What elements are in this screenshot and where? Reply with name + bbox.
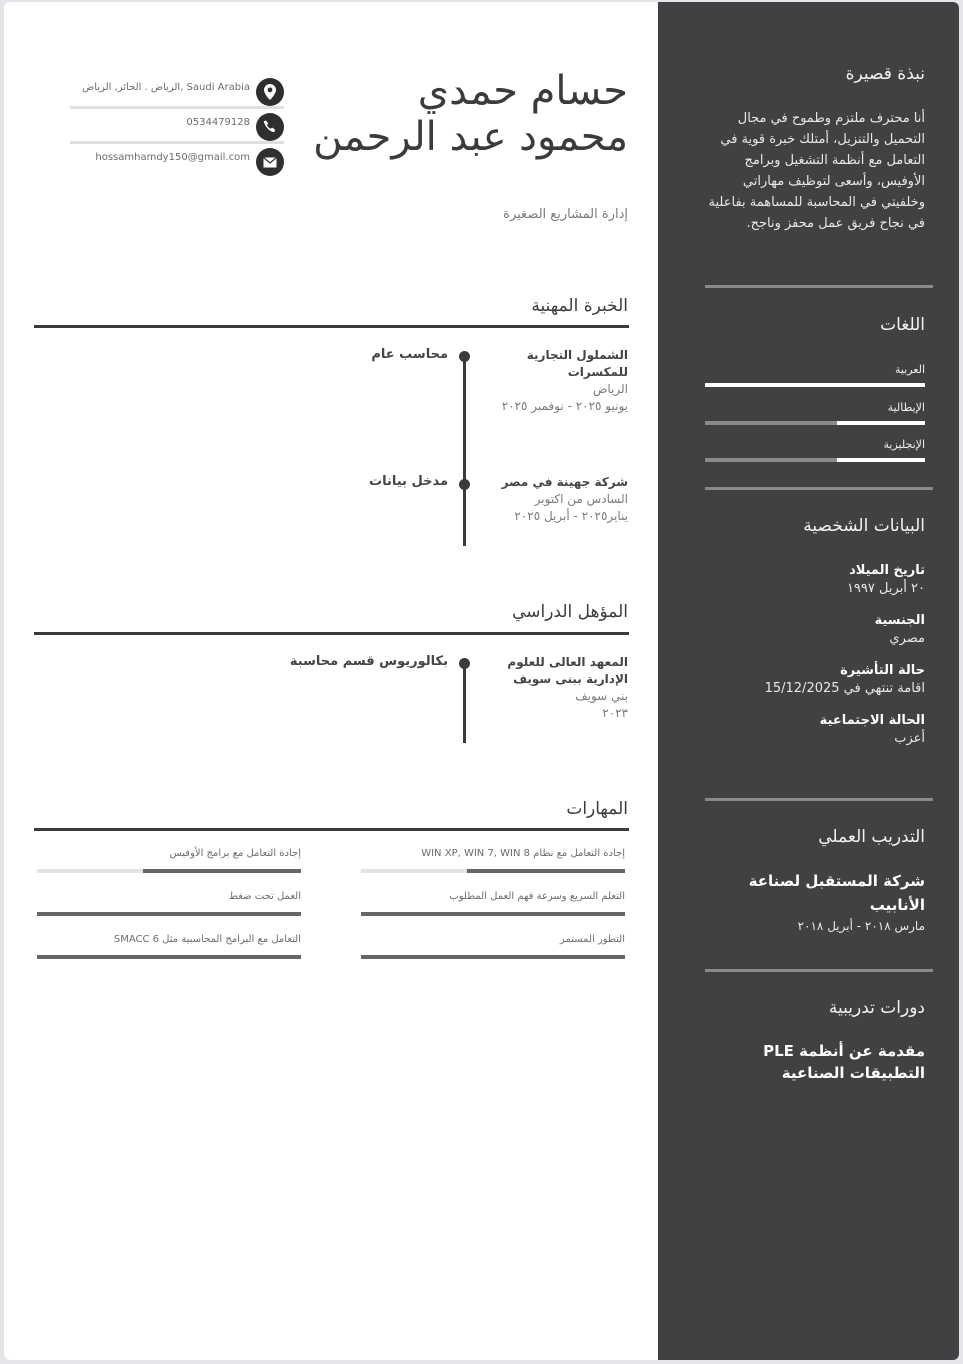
marital-value: أعزب	[894, 731, 925, 746]
experience-dates: يونيو ٢٠٢٥ - نوفمبر ٢٠٢٥	[501, 399, 628, 413]
location-icon	[256, 78, 284, 106]
nationality-label: الجنسية	[874, 613, 925, 628]
skill-bar	[37, 912, 301, 916]
training-title: التدريب العملي	[818, 827, 925, 847]
skill-fill	[37, 912, 301, 916]
visa-label: حالة التأشيرة	[840, 663, 925, 678]
experience-role: محاسب عام	[371, 347, 448, 362]
nationality-value: مصري	[889, 631, 925, 646]
contact-divider	[70, 106, 284, 109]
marital-label: الحالة الاجتماعية	[819, 713, 925, 728]
contact-divider	[70, 141, 284, 144]
personal-item	[697, 563, 925, 596]
main-column	[4, 2, 658, 1360]
skill-label: العمل تحت ضغط	[228, 891, 301, 902]
training-org: شركة المستقبل لصناعة الأنابيب	[748, 872, 925, 914]
contact-phone	[70, 113, 284, 143]
skill-item	[37, 848, 301, 859]
skill-label: التطور المستمر	[559, 934, 625, 945]
experience-item	[478, 474, 628, 525]
experience-location: السادس من اكتوبر	[534, 492, 628, 506]
skill-bar	[361, 869, 625, 873]
sidebar	[658, 2, 959, 1360]
section-rule	[34, 828, 629, 831]
skill-item	[37, 891, 301, 902]
skill-fill	[37, 955, 301, 959]
language-item	[705, 401, 925, 414]
sidebar-divider	[705, 798, 933, 801]
contact-address	[70, 78, 284, 108]
address-text: الرياض . الحائر, الرياض, Saudi Arabia	[82, 82, 250, 93]
timeline-dot	[459, 351, 470, 362]
training-dates: مارس ٢٠١٨ - أبريل ٢٠١٨	[797, 919, 925, 933]
personal-item	[697, 663, 925, 696]
skill-label: إجادة التعامل مع برامج الأوفيس	[169, 848, 301, 859]
education-item	[478, 654, 628, 722]
phone-text: 0534479128	[186, 117, 250, 128]
visa-value: اقامة تنتهي في 15/12/2025	[764, 681, 925, 696]
skill-item	[361, 934, 625, 945]
timeline-dot	[459, 479, 470, 490]
birthdate-label: تاريخ الميلاد	[849, 563, 925, 578]
skill-item	[361, 848, 625, 859]
birthdate-value: ٢٠ أبريل ١٩٩٧	[846, 581, 925, 596]
language-bar	[705, 458, 925, 462]
language-fill	[837, 458, 925, 462]
skill-item	[361, 891, 625, 902]
language-item	[705, 363, 925, 376]
languages-section	[697, 315, 925, 335]
job-title: إدارة المشاريع الصغيرة	[503, 207, 628, 222]
experience-title: الخبرة المهنية	[531, 296, 628, 316]
courses-title: دورات تدريبية	[828, 998, 925, 1018]
skill-fill	[467, 869, 625, 873]
skill-bar	[361, 955, 625, 959]
section-rule	[34, 632, 629, 635]
courses-section	[697, 998, 925, 1084]
course-item: مقدمة عن أنظمة PLE التطبيقات الصناعية	[763, 1042, 925, 1082]
skill-fill	[361, 912, 625, 916]
summary-section	[697, 64, 925, 234]
personal-section	[697, 516, 925, 746]
skill-label: إجادة التعامل مع نظام WIN XP, WIN 7, WIN 8	[421, 848, 625, 859]
languages-title: اللغات	[880, 315, 925, 335]
skill-label: التعلم السريع وسرعة فهم العمل المطلوب	[449, 891, 625, 902]
personal-title: البيانات الشخصية	[803, 516, 925, 536]
experience-dates: يناير٢٠٢٥ - أبريل ٢٠٢٥	[514, 509, 628, 523]
language-name: الإيطالية	[887, 401, 925, 414]
education-location: بني سويف	[575, 689, 628, 703]
email-text[interactable]: hossamhamdy150@gmail.com	[95, 152, 250, 163]
summary-title: نبذة قصيرة	[845, 64, 925, 84]
sidebar-divider	[705, 969, 933, 972]
skill-bar	[361, 912, 625, 916]
skill-label: التعامل مع البرامج المحاسبية مثل SMACC 6	[113, 934, 301, 945]
education-org: المعهد العالى للعلوم الإدارية ببنى سويف	[507, 655, 628, 686]
experience-item	[478, 347, 628, 415]
experience-org: شركة جهينة في مصر	[501, 475, 628, 489]
experience-role: مدخل بيانات	[369, 474, 448, 489]
skill-fill	[143, 869, 301, 873]
sidebar-divider	[705, 487, 933, 490]
personal-item	[697, 613, 925, 646]
skill-bar	[37, 955, 301, 959]
training-section	[697, 827, 925, 933]
skill-fill	[361, 955, 625, 959]
sidebar-divider	[705, 285, 933, 288]
education-title: المؤهل الدراسي	[512, 602, 628, 622]
timeline-line	[463, 356, 466, 546]
education-dates: ٢٠٢٣	[602, 706, 628, 720]
skill-item	[37, 934, 301, 945]
personal-item	[697, 713, 925, 746]
section-rule	[34, 325, 629, 328]
resume-page	[4, 2, 959, 1360]
skills-title: المهارات	[566, 799, 628, 819]
person-name: حسام حمدي محمود عبد الرحمن	[313, 68, 628, 160]
language-name: الإنجليزية	[883, 438, 925, 451]
education-degree: بكالوريوس قسم محاسبة	[289, 654, 448, 669]
skill-bar	[37, 869, 301, 873]
summary-text: أنا محترف ملتزم وطموح في مجال التحميل والتنزيل، أمتلك خبرة قوية في التعامل مع أنظمة التشغيل وبرامج الأوفيس، وأسعى لتوظيف مهاراتي وخلفيتي في المحاسبة للمساهمة بفاعلية في نجاح فريق عمل محفز وناجح.	[708, 111, 925, 231]
language-item	[705, 438, 925, 451]
timeline-line	[463, 663, 466, 743]
language-fill	[705, 383, 925, 387]
experience-org: الشملول التجارية للمكسرات	[526, 348, 628, 379]
language-bar	[705, 421, 925, 425]
language-bar	[705, 383, 925, 387]
timeline-dot	[459, 658, 470, 669]
phone-icon	[256, 113, 284, 141]
email-icon	[256, 148, 284, 176]
language-fill	[837, 421, 925, 425]
contact-email	[70, 148, 284, 178]
language-name: العربية	[894, 363, 925, 376]
experience-location: الرياض	[592, 382, 628, 396]
